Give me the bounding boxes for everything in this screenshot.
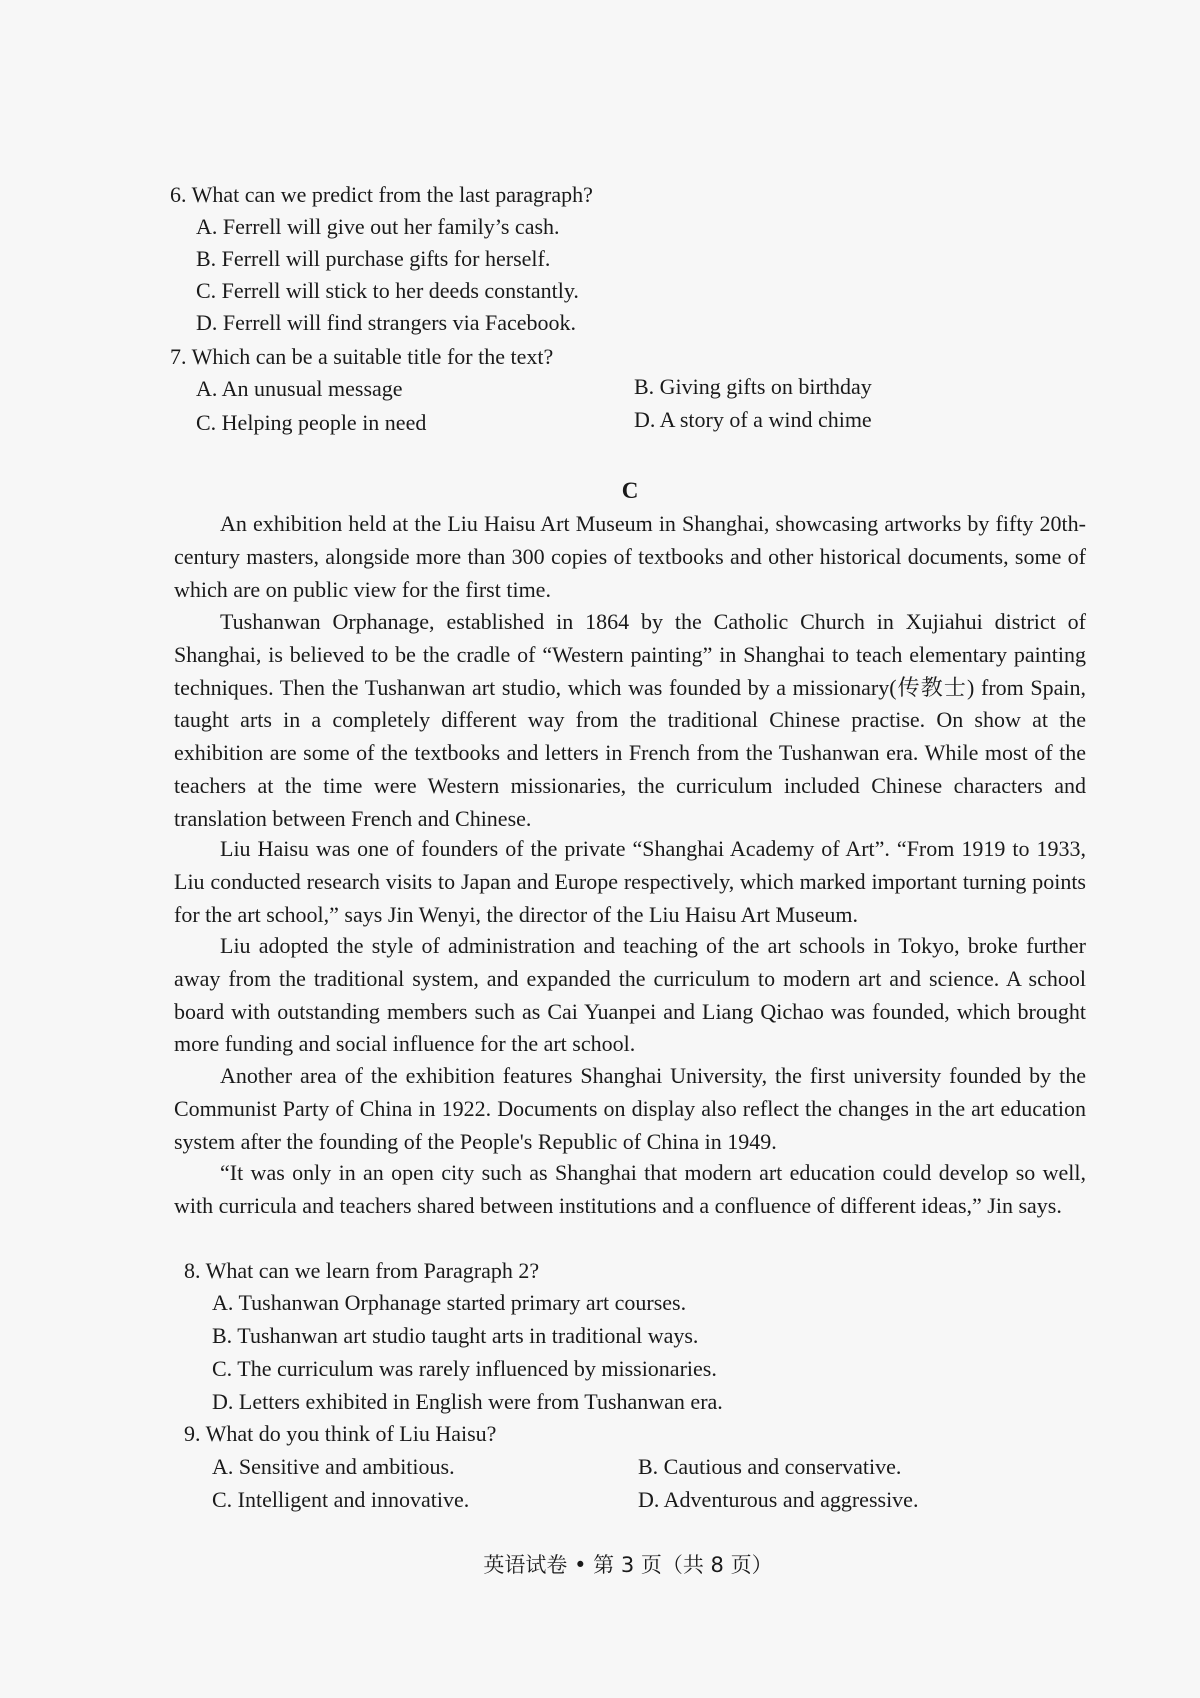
question-9-option-b: B. Cautious and conservative. [638, 1454, 902, 1479]
question-8-option-b: B. Tushanwan art studio taught arts in traditional ways. [212, 1323, 699, 1348]
question-7-option-d: D. A story of a wind chime [634, 407, 872, 432]
question-9-stem: 9. What do you think of Liu Haisu? [184, 1421, 497, 1446]
passage-paragraph-5: Another area of the exhibition features Shanghai University, the first university founded by the Communist Party of China in 1922. Documents on display also reflect the changes in the art education system after the founding of the People's Republic of China in 1949. [174, 1063, 1086, 1154]
passage-paragraph-4: Liu adopted the style of administration and teaching of the art schools in Tokyo, broke further away from the traditional system, and expanded the curriculum to modern art and science. A school board with outstanding members such as Cai Yuanpei and Liang Qichao was founded, which brought more funding and social influence for the art school. [174, 933, 1086, 1057]
page-footer: 英语试卷 • 第 3 页（共 8 页） [483, 1553, 773, 1577]
passage-paragraph-1: An exhibition held at the Liu Haisu Art Museum in Shanghai, showcasing artworks by fifty 20th-century masters, alongside more than 300 copies of textbooks and other historical documents, some of which are on public view for the first time. [174, 511, 1086, 602]
question-7-option-c: C. Helping people in need [196, 410, 427, 435]
question-9-option-d: D. Adventurous and aggressive. [638, 1487, 919, 1512]
question-7-option-b: B. Giving gifts on birthday [634, 374, 872, 399]
passage-paragraph-2: Tushanwan Orphanage, established in 1864 by the Catholic Church in Xujiahui district of Shanghai, is believed to be the cradle of “Western painting” in Shanghai to teach elementary painting techniques. Then the Tushanwan art studio, which was founded by a missionary(传教士) from Spain, taught arts in a completely different way from the traditional Chinese practise. On show at the exhibition are some of the textbooks and letters in French from the Tushanwan era. While most of the teachers at the time were Western missionaries, the curriculum included Chinese characters and translation between French and Chinese. [174, 609, 1086, 831]
passage-paragraph-3: Liu Haisu was one of founders of the private “Shanghai Academy of Art”. “From 1919 to 1933, Liu conducted research visits to Japan and Europe respectively, which marked important turning points for the art school,” says Jin Wenyi, the director of the Liu Haisu Art Museum. [174, 836, 1086, 927]
question-9-option-a: A. Sensitive and ambitious. [212, 1454, 455, 1479]
question-6-option-a: A. Ferrell will give out her family’s cash. [196, 214, 560, 239]
question-9-option-c: C. Intelligent and innovative. [212, 1487, 470, 1512]
question-8-option-c: C. The curriculum was rarely influenced by missionaries. [212, 1356, 717, 1381]
passage-paragraph-6: “It was only in an open city such as Shanghai that modern art education could develop so well, with curricula and teachers shared between institutions and a confluence of different ideas,” Jin says. [174, 1160, 1086, 1218]
question-6-stem: 6. What can we predict from the last paragraph? [170, 182, 593, 207]
section-title: C [621, 478, 639, 503]
question-7-option-a: A. An unusual message [196, 376, 403, 401]
question-6-option-d: D. Ferrell will find strangers via Facebook. [196, 310, 577, 335]
question-8-option-d: D. Letters exhibited in English were from Tushanwan era. [212, 1389, 723, 1414]
question-6-option-b: B. Ferrell will purchase gifts for herself. [196, 246, 551, 271]
question-8-stem: 8. What can we learn from Paragraph 2? [184, 1258, 540, 1283]
question-8-option-a: A. Tushanwan Orphanage started primary art courses. [212, 1290, 687, 1315]
question-7-stem: 7. Which can be a suitable title for the text? [170, 344, 554, 369]
question-6-option-c: C. Ferrell will stick to her deeds constantly. [196, 278, 579, 303]
